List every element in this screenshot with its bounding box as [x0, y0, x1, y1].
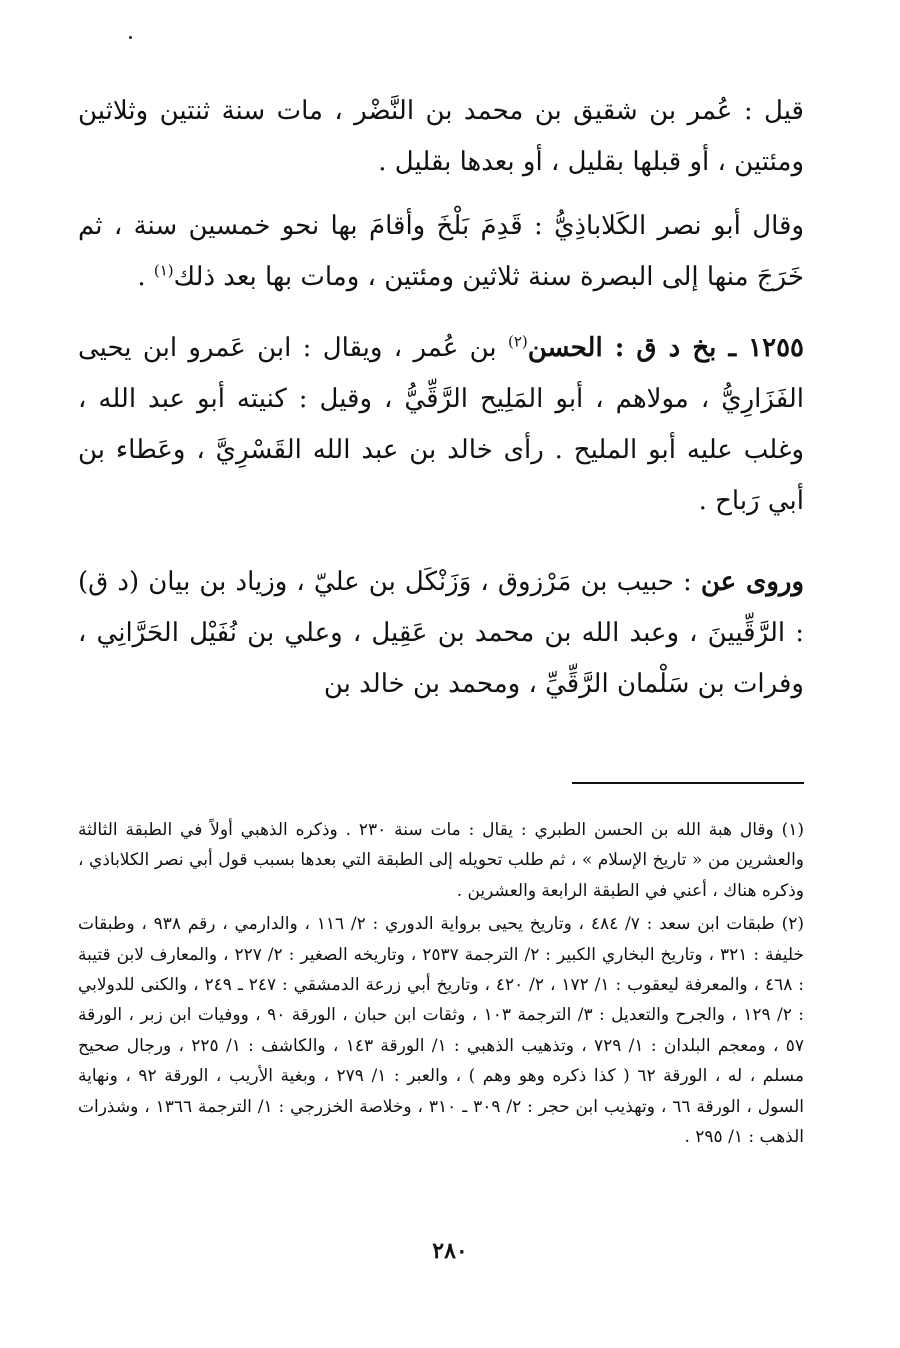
paragraph-death-date-text: قيل : عُمر بن شقيق بن محمد بن النَّضْر ، مات سنة ثنتين وثلاثين ومئتين ، أو قبلها بقليل ، أو بعدها بقليل . — [78, 96, 804, 177]
paragraph-death-date — [78, 86, 804, 188]
entry-text: بن عُمر ، ويقال : ابن عَمرو ابن يحيى الفَزَارِيُّ ، مولاهم ، أبو المَلِيح الرَّقِّيُّ ، وقيل : كنيته أبو عبد الله ، وغلب عليه أبو المليح . رأى خالد بن عبد الله القَسْرِيَّ ، وعَطاء بن أبي رَباح . — [78, 333, 804, 516]
main-text — [78, 86, 804, 710]
footnote-ref-2: (٢) — [507, 332, 528, 351]
narrated-from-text: : حبيب بن مَرْزوق ، وَزَنْكَل بن عليّ ، وزياد بن بيان (د ق) : الرَّقِّيينَ ، وعبد الله بن محمد بن عَقِيل ، وعلي بن نُفَيْل الحَرَّانِي ، وفرات بن سَلْمان الرَّقِّيِّ ، ومحمد بن خالد بن — [78, 567, 804, 699]
scan-speck — [129, 36, 132, 39]
footnotes — [78, 815, 804, 1152]
paragraph-kalabadhi-text: وقال أبو نصر الكَلاباذِيُّ : قَدِمَ بَلْخَ وأقامَ بها نحو خمسين سنة ، ثم خَرَجَ منها إلى البصرة سنة ثلاثين ومئتين ، ومات بها بعد ذلك — [78, 211, 804, 292]
footnote-ref-1: (١) — [153, 261, 174, 280]
paragraph-kalabadhi — [78, 201, 804, 303]
narrated-from-lead: وروى عن — [700, 567, 805, 597]
entry-number: ١٢٥٥ ـ بخ د ق : الحسن — [527, 333, 804, 363]
footnote-1: (١) وقال هبة الله بن الحسن الطبري : يقال : مات سنة ٢٣٠ . وذكره الذهبي أولاً في الطبقة الثالثة والعشرين من « تاريخ الإسلام » ، ثم طلب تحويله إلى الطبقة التي بعدها بسبب قول أبي نصر الكلاباذي ، وذكره هناك ، أعني في الطبقة الرابعة والعشرين . — [78, 820, 804, 901]
footnote-separator — [572, 782, 804, 784]
paragraph-kalabadhi-end: . — [137, 262, 154, 292]
entry-1255 — [78, 323, 804, 527]
footnote-2: (٢) طبقات ابن سعد : ٧/ ٤٨٤ ، وتاريخ يحيى برواية الدوري : ٢/ ١١٦ ، والدارمي ، رقم ٩٣٨ ، وطبقات خليفة : ٣٢١ ، وتاريخ البخاري الكبير : ٢/ الترجمة ٢٥٣٧ ، وتاريخه الصغير : ٢/ ٢٢٧ ، والمعارف لابن قتيبة : ٤٦٨ ، والمعرفة ليعقوب : ١/ ١٧٢ ، ٢/ ٤٢٠ ، وتاريخ أبي زرعة الدمشقي : ٢٤٧ ـ ٢٤٩ ، والكنى للدولابي : ٢/ ١٢٩ ، والجرح والتعديل : ٣/ الترجمة ١٠٣ ، وثقات ابن حبان ، الورقة ٩٠ ، ووفيات ابن زبر ، الورقة ٥٧ ، ومعجم البلدان : ١/ ٧٢٩ ، وتذهيب الذهبي : ١/ الورقة ١٤٣ ، والكاشف : ١/ ٢٢٥ ، ورجال صحيح مسلم ، له ، الورقة ٦٢ ( كذا ذكره وهو وهم ) ، والعبر : ١/ ٢٧٩ ، وبغية الأريب ، الورقة ٩٢ ، ونهاية السول ، الورقة ٦٦ ، وتهذيب ابن حجر : ٢/ ٣٠٩ ـ ٣١٠ ، وخلاصة الخزرجي : ١/ الترجمة ١٣٦٦ ، وشذرات الذهب : ١/ ٢٩٥ . — [78, 914, 805, 1148]
narrated-from-paragraph — [78, 557, 804, 710]
page-number: ٢٨٠ — [432, 1238, 468, 1264]
